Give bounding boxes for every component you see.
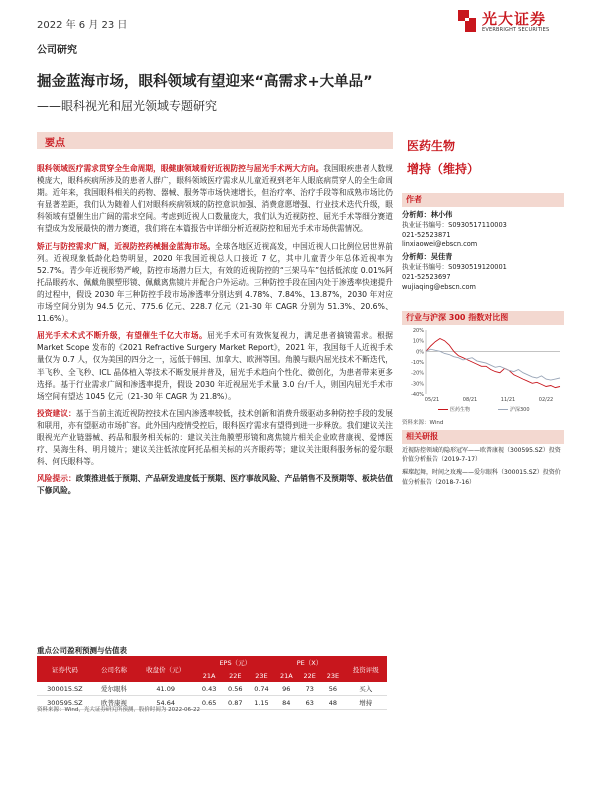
table-source: 资料来源：Wind，光大证券研究所预测，股价时间为 2022-06-22 <box>37 707 201 713</box>
cell-price: 41.09 <box>135 682 196 696</box>
summary-label: 要点 <box>45 138 65 149</box>
related-reports <box>402 446 564 487</box>
related-report-item[interactable]: 璀璨起舞，时间之玫瑰——爱尔眼科（300015.SZ）投资价值分析报告（2018-7-16） <box>402 469 561 486</box>
y-tick-label: -30% <box>411 381 424 388</box>
y-tick-label: 20% <box>412 328 424 334</box>
report-category: 公司研究 <box>37 45 77 56</box>
y-tick-label: 10% <box>412 338 424 345</box>
related-label: 相关研报 <box>406 432 438 441</box>
analyst-email[interactable]: linxiaowei@ebscn.com <box>402 240 478 249</box>
report-title: 掘金蓝海市场，眼科领域有望迎来“高需求+大单品” <box>37 74 373 90</box>
header-year: 23E <box>248 669 274 682</box>
authors-label: 作者 <box>406 195 422 204</box>
paragraph-text: 我国眼疾患者人数规模庞大，眼科疾病所涉及的患者人群广，眼科领域医疗需求从儿童近视到老年人眼底病贯穿人的全生命周期。近年来，我国眼科相关的药物、器械、服务等市场快速增长，但治疗率、治疗手段等和成熟市场比仍有显著差距，我们认为随着人们对眼科疾病领域的防控意识加强、消费意愿增强、行业技术迭代升级，眼科领域有望催生出广阔的需求空间。考虑到近视人口数量庞大，我们认为近视防控、屈光手术等细分赛道有望成为发展最快的潜力赛道，我们将在本篇报告中详细分析近视防控和屈光手术市场供需情况。 <box>37 164 393 234</box>
analyst-name: 分析师：吴佳青 <box>402 252 453 262</box>
cell-code: 300015.SZ <box>37 682 93 696</box>
y-tick-label: 0% <box>416 349 424 356</box>
report-subtitle: ——眼科视光和屈光领域专题研究 <box>37 99 218 113</box>
cell-rating: 增持 <box>344 696 387 710</box>
header-year: 22E <box>222 669 248 682</box>
header-name: 公司名称 <box>93 656 135 682</box>
chart-svg <box>402 326 564 416</box>
logo-text-cn: 光大证券 <box>482 10 547 28</box>
cell-eps: 0.87 <box>222 696 248 710</box>
everbright-logo <box>456 8 566 38</box>
paragraph-4 <box>37 408 393 468</box>
sector-name: 医药生物 <box>407 139 456 153</box>
x-tick-label: 11/21 <box>500 397 516 403</box>
cell-name: 爱尔眼科 <box>93 682 135 696</box>
chart-header <box>402 311 564 325</box>
x-tick-label: 05/21 <box>424 397 440 403</box>
header-year: 23E <box>321 669 344 682</box>
risk-lead: 风险提示： <box>37 474 76 484</box>
cell-code: 300595.SZ <box>37 696 93 710</box>
y-tick-label: -20% <box>411 370 424 377</box>
paragraph-lead: 投资建议： <box>37 408 76 418</box>
header-rating: 投资评级 <box>344 656 387 682</box>
chart-title: 行业与沪深 300 指数对比图 <box>406 313 509 322</box>
header-eps: EPS（元） <box>196 656 274 669</box>
paragraph-lead: 屈光手术术式不断升级，有望催生千亿大市场。 <box>37 331 208 341</box>
paragraph-text: 全球各地区近视高发，中国近视人口比例位居世界前列。近视现象低龄化趋势明显，2020 年我国近视总人口接近 7 亿，其中儿童青少年总体近视率为 52.7%。青少年近视形势严峻，防控市场潜力巨大，有效的近视防控的“三架马车”包括低浓度 0.01%阿托品眼药水、佩戴角膜塑形镜、佩戴离焦镜片并配合户外运动。三种防控手段在国内处于渗透率快速提升的过程中，假设 2030 年三种防控手段市场渗透率分别达到 4.78%、7.84%、13.87%，2030 年对应市场空间分别为 94.5 亿元、775.6 亿元、228.7 亿元（21-30 年 CAGR 分别为 51.3%、20.6%、11.6%）。 <box>37 241 393 324</box>
paragraph-3 <box>37 330 393 403</box>
cell-pe: 56 <box>321 682 344 696</box>
index-comparison-chart <box>402 326 564 416</box>
table-title: 重点公司盈利预测与估值表 <box>37 646 127 655</box>
risk-text: 政策推进低于预期、产品研发进度低于预期、医疗事故风险、产品销售不及预期等、板块估值下修风险。 <box>37 474 393 496</box>
legend-label: 沪深300 <box>510 407 530 413</box>
paragraph-lead: 眼科领域医疗需求贯穿全生命周期，眼健康领域看好近视防控与屈光手术两大方向。 <box>37 164 324 173</box>
cell-pe: 73 <box>298 682 321 696</box>
header-price: 收盘价（元） <box>135 656 196 682</box>
cell-eps: 1.15 <box>248 696 274 710</box>
analyst-list <box>402 210 564 292</box>
y-tick-label: -10% <box>411 360 424 366</box>
legend-label: 医药生物 <box>450 407 471 413</box>
analyst-item <box>402 252 564 292</box>
paragraph-2 <box>37 241 393 326</box>
table-header-row <box>37 656 387 669</box>
analyst-phone: 021-52523697 <box>402 272 451 281</box>
earnings-forecast-table <box>37 656 387 710</box>
paragraph-lead: 矫正与防控需求广阔，近视防控药械掘金蓝海市场。 <box>37 241 216 251</box>
authors-header <box>402 193 564 207</box>
cell-price: 54.64 <box>135 696 196 710</box>
report-date: 2022 年 6 月 23 日 <box>37 20 128 31</box>
cell-pe: 96 <box>275 682 299 696</box>
analyst-item <box>402 210 564 250</box>
cell-eps: 0.65 <box>196 696 222 710</box>
logo-mark-icon <box>456 8 478 34</box>
paragraph-1 <box>37 163 393 236</box>
summary-section-header <box>37 132 393 149</box>
related-header <box>402 430 564 444</box>
header-year: 21A <box>275 669 299 682</box>
analyst-cert: 执业证书编号：S0930519120001 <box>402 262 507 271</box>
cell-pe: 84 <box>275 696 299 710</box>
header-year: 21A <box>196 669 222 682</box>
risk-warning <box>37 473 393 497</box>
header-pe: PE（X） <box>275 656 345 669</box>
series-line-2 <box>426 349 560 380</box>
table-row <box>37 682 387 696</box>
series-line-1 <box>426 339 560 388</box>
y-tick-label: -40% <box>411 392 424 398</box>
sector-rating: 增持（维持） <box>407 162 480 176</box>
cell-pe: 63 <box>298 696 321 710</box>
logo-text-en: EVERBRIGHT SECURITIES <box>482 27 550 33</box>
x-tick-label: 02/22 <box>538 397 554 403</box>
cell-name: 欧普康视 <box>93 696 135 710</box>
analyst-email[interactable]: wujiaqing@ebscn.com <box>402 282 476 291</box>
paragraph-text: 屈光手术可有效恢复视力，满足患者摘镜需求。根据 Market Scope 发布的《2021 Refractive Surgery Market Report》，2021 年，我国每千人近视手术量仅为 0.7 人，仅为美国的四分之一，远低于韩国、加拿大、欧洲等国。角膜与眼内屈光技术不断迭代，半飞秒、全飞秒、ICL 晶体植入等技术不断发展并普及，屈光手术趋向个性化、微创化，为患者带来更多选择。基于行业需求广阔和渗透率提升，假设 2030 年近视屈光手术量 3.0 台/千人，则国内屈光手术市场空间有望达 1045 亿元（21-30 年 CAGR 为 21.8%）。 <box>37 331 393 401</box>
header-year: 22E <box>298 669 321 682</box>
cell-eps: 0.74 <box>248 682 274 696</box>
summary-body <box>37 163 393 502</box>
analyst-phone: 021-52523871 <box>402 230 451 239</box>
cell-eps: 0.43 <box>196 682 222 696</box>
related-report-item[interactable]: 近视防控领域的隐形冠军——欧普康视（300595.SZ）投资价值分析报告（2019-7-17） <box>402 447 561 464</box>
header-code: 证券代码 <box>37 656 93 682</box>
cell-rating: 买入 <box>344 682 387 696</box>
x-tick-label: 08/21 <box>462 397 478 403</box>
analyst-cert: 执业证书编号：S0930517110003 <box>402 220 507 229</box>
cell-eps: 0.56 <box>222 682 248 696</box>
chart-source: 资料来源：Wind <box>402 420 444 426</box>
paragraph-text: 基于当前主流近视防控技术在国内渗透率较低，技术创新和消费升级驱动多种防控手段的发展和联用，亦有望驱动市场扩容。此外国内疫情受控后，眼科医疗需求有望得到进一步释放。我们建议关注眼视光产业链器械、药品和服务相关标的：建议关注角膜塑形镜和离焦镜片相关企业欧普康视、爱博医疗、昊海生科、明月镜片；建议关注低浓度阿托品相关标的兴齐眼药等；建议关注眼科服务标的爱尔眼科、何氏眼科等。 <box>37 408 393 467</box>
cell-pe: 48 <box>321 696 344 710</box>
analyst-name: 分析师：林小伟 <box>402 210 453 219</box>
